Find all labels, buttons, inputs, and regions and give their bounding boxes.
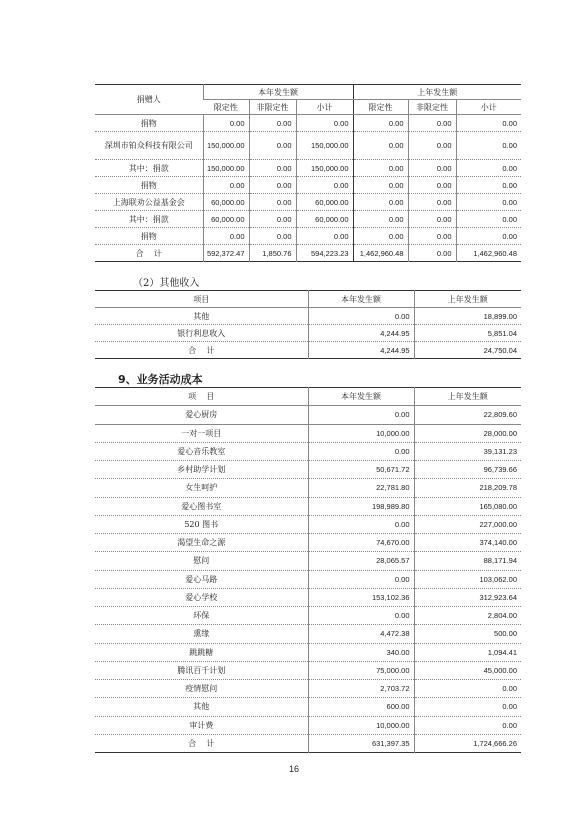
cell-value: 39,131.23: [414, 442, 521, 460]
row-label: 银行利息收入: [95, 325, 308, 342]
cell-value: 103,062.00: [414, 570, 521, 588]
row-label: 合 计: [95, 734, 308, 752]
item-header: 项目: [95, 291, 308, 308]
table-row: [95, 160, 521, 177]
prior-header: 上年发生额: [414, 388, 521, 406]
cell-value: 0.00: [408, 177, 456, 194]
cell-value: 1,462,960.48: [353, 245, 408, 262]
cell-value: 0.00: [408, 160, 456, 177]
cell-value: 631,397.35: [308, 734, 414, 752]
row-label: 渴望生命之源: [95, 534, 308, 552]
cell-value: 0.00: [408, 211, 456, 228]
cell-value: 0.00: [414, 716, 521, 734]
subtotal-header: 小计: [296, 100, 353, 115]
row-label: 深圳市铂众科技有限公司: [95, 132, 203, 160]
row-label: 疫情慰问: [95, 680, 308, 698]
page-number: 16: [288, 764, 299, 774]
cell-value: 0.00: [249, 160, 296, 177]
row-label: 其中：捐款: [95, 211, 203, 228]
table-row: [95, 115, 521, 132]
cell-value: 600.00: [308, 698, 414, 716]
cell-value: 0.00: [308, 406, 414, 424]
cell-value: 75,000.00: [308, 661, 414, 679]
cell-value: 4,244.95: [308, 325, 414, 342]
cell-value: 0.00: [308, 308, 414, 325]
cell-value: 0.00: [308, 607, 414, 625]
table-row: [95, 442, 521, 460]
cell-value: 0.00: [353, 228, 408, 245]
cell-value: 340.00: [308, 643, 414, 661]
cell-value: 60,000.00: [203, 211, 249, 228]
table-row: [95, 716, 521, 734]
cell-value: 0.00: [203, 228, 249, 245]
other-income-table: [95, 290, 521, 359]
cell-value: 22,781.80: [308, 479, 414, 497]
row-label: 其中：捐款: [95, 160, 203, 177]
row-label: 爱心厨房: [95, 406, 308, 424]
total-row: [95, 342, 521, 359]
cell-value: 0.00: [408, 245, 456, 262]
cell-value: 0.00: [353, 194, 408, 211]
cell-value: 153,102.36: [308, 588, 414, 606]
cell-value: 22,809.60: [414, 406, 521, 424]
table-row: [95, 625, 521, 643]
cell-value: 0.00: [249, 211, 296, 228]
cell-value: 0.00: [353, 115, 408, 132]
cell-value: 0.00: [456, 160, 521, 177]
row-label: 一对一项目: [95, 424, 308, 442]
table-row: [95, 177, 521, 194]
activity-costs-heading: 9、业务活动成本: [118, 373, 203, 386]
table-row: [95, 325, 521, 342]
row-label: 其他: [95, 698, 308, 716]
cell-value: 4,472.38: [308, 625, 414, 643]
table-row: [95, 194, 521, 211]
cell-value: 50,671.72: [308, 461, 414, 479]
table-row: [95, 680, 521, 698]
subtotal-header: 小计: [456, 100, 521, 115]
table-row: [95, 308, 521, 325]
unrestricted-header: 非限定性: [249, 100, 296, 115]
other-income-heading: （2）其他收入: [133, 278, 200, 289]
donations-table: [95, 84, 521, 262]
cell-value: 0.00: [408, 228, 456, 245]
row-label: 审计费: [95, 716, 308, 734]
table-row: [95, 698, 521, 716]
cell-value: 0.00: [308, 570, 414, 588]
cell-value: 0.00: [353, 177, 408, 194]
cell-value: 74,670.00: [308, 534, 414, 552]
cell-value: 312,923.64: [414, 588, 521, 606]
activity-costs-body: [95, 406, 521, 753]
cell-value: 24,750.04: [414, 342, 521, 359]
row-label: 女生呵护: [95, 479, 308, 497]
cell-value: 0.00: [456, 228, 521, 245]
table-row: [95, 424, 521, 442]
cell-value: 0.00: [308, 442, 414, 460]
prior-header: 上年发生额: [414, 291, 521, 308]
cell-value: 4,244.95: [308, 342, 414, 359]
cell-value: 0.00: [353, 132, 408, 160]
cell-value: 1,850.76: [249, 245, 296, 262]
cell-value: 0.00: [456, 194, 521, 211]
cell-value: 0.00: [456, 132, 521, 160]
current-year-header: 本年发生额: [203, 85, 353, 100]
row-label: 慰问: [95, 552, 308, 570]
total-row: [95, 245, 521, 262]
cell-value: 10,000.00: [308, 424, 414, 442]
cell-value: 150,000.00: [203, 160, 249, 177]
cell-value: 1,462,960.48: [456, 245, 521, 262]
cell-value: 0.00: [408, 115, 456, 132]
table-row: [95, 607, 521, 625]
cell-value: 5,851.04: [414, 325, 521, 342]
row-label: 爱心音乐教室: [95, 442, 308, 460]
row-label: 爱心马路: [95, 570, 308, 588]
prior-year-header: 上年发生额: [353, 85, 521, 100]
restricted-header: 限定性: [353, 100, 408, 115]
table-row: [95, 588, 521, 606]
table-row: [95, 661, 521, 679]
row-label: 爱心图书室: [95, 497, 308, 515]
cell-value: 150,000.00: [296, 160, 353, 177]
cell-value: 227,000.00: [414, 515, 521, 533]
row-label: 520 图书: [95, 515, 308, 533]
row-label: 爱心学校: [95, 588, 308, 606]
cell-value: 28,065.57: [308, 552, 414, 570]
cell-value: 0.00: [249, 132, 296, 160]
cell-value: 0.00: [296, 177, 353, 194]
cell-value: 0.00: [296, 228, 353, 245]
cell-value: 0.00: [249, 177, 296, 194]
cell-value: 60,000.00: [296, 211, 353, 228]
total-row: [95, 734, 521, 752]
cell-value: 0.00: [203, 115, 249, 132]
cell-value: 2,703.72: [308, 680, 414, 698]
unrestricted-header: 非限定性: [408, 100, 456, 115]
row-label: 腾讯百千计划: [95, 661, 308, 679]
table-row: [95, 515, 521, 533]
table-row: [95, 479, 521, 497]
row-label: 熏缘: [95, 625, 308, 643]
donations-header-row: [95, 85, 521, 100]
cell-value: 0.00: [456, 177, 521, 194]
cell-value: 150,000.00: [203, 132, 249, 160]
cell-value: 150,000.00: [296, 132, 353, 160]
row-label: 合 计: [95, 342, 308, 359]
table-row: [95, 643, 521, 661]
row-label: 环保: [95, 607, 308, 625]
cell-value: 0.00: [456, 211, 521, 228]
cell-value: 0.00: [414, 698, 521, 716]
cell-value: 0.00: [408, 194, 456, 211]
table-row: [95, 497, 521, 515]
cell-value: 594,223.23: [296, 245, 353, 262]
cell-value: 374,140.00: [414, 534, 521, 552]
header-row: [95, 388, 521, 406]
table-row: [95, 552, 521, 570]
table-row: [95, 132, 521, 160]
cell-value: 0.00: [353, 160, 408, 177]
activity-costs-table: [95, 387, 521, 753]
cell-value: 60,000.00: [296, 194, 353, 211]
current-header: 本年发生额: [308, 388, 414, 406]
cell-value: 60,000.00: [203, 194, 249, 211]
header-row: [95, 291, 521, 308]
donor-header: 捐赠人: [95, 85, 203, 115]
cell-value: 218,209.78: [414, 479, 521, 497]
cell-value: 500.00: [414, 625, 521, 643]
cell-value: 1,724,666.26: [414, 734, 521, 752]
cell-value: 0.00: [414, 680, 521, 698]
table-row: [95, 406, 521, 424]
row-label: 捐物: [95, 115, 203, 132]
cell-value: 96,739.66: [414, 461, 521, 479]
cell-value: 0.00: [249, 194, 296, 211]
cell-value: 0.00: [353, 211, 408, 228]
row-label: 合 计: [95, 245, 203, 262]
cell-value: 165,080.00: [414, 497, 521, 515]
row-label: 其他: [95, 308, 308, 325]
row-label: 捐物: [95, 228, 203, 245]
cell-value: 198,989.80: [308, 497, 414, 515]
table-row: [95, 461, 521, 479]
row-label: 上海联劝公益基金会: [95, 194, 203, 211]
table-row: [95, 211, 521, 228]
current-header: 本年发生额: [308, 291, 414, 308]
restricted-header: 限定性: [203, 100, 249, 115]
cell-value: 0.00: [249, 115, 296, 132]
cell-value: 1,094.41: [414, 643, 521, 661]
cell-value: 0.00: [203, 177, 249, 194]
cell-value: 45,000.00: [414, 661, 521, 679]
cell-value: 88,171.94: [414, 552, 521, 570]
cell-value: 0.00: [456, 115, 521, 132]
cell-value: 2,804.00: [414, 607, 521, 625]
cell-value: 0.00: [308, 515, 414, 533]
cell-value: 0.00: [296, 115, 353, 132]
row-label: 跳跳糖: [95, 643, 308, 661]
cell-value: 0.00: [408, 132, 456, 160]
cell-value: 18,899.00: [414, 308, 521, 325]
cell-value: 592,372.47: [203, 245, 249, 262]
table-row: [95, 570, 521, 588]
table-row: [95, 534, 521, 552]
cell-value: 0.00: [249, 228, 296, 245]
cell-value: 28,000.00: [414, 424, 521, 442]
cell-value: 10,000.00: [308, 716, 414, 734]
row-label: 捐物: [95, 177, 203, 194]
item-header: 项 目: [95, 388, 308, 406]
table-row: [95, 228, 521, 245]
row-label: 乡村助学计划: [95, 461, 308, 479]
